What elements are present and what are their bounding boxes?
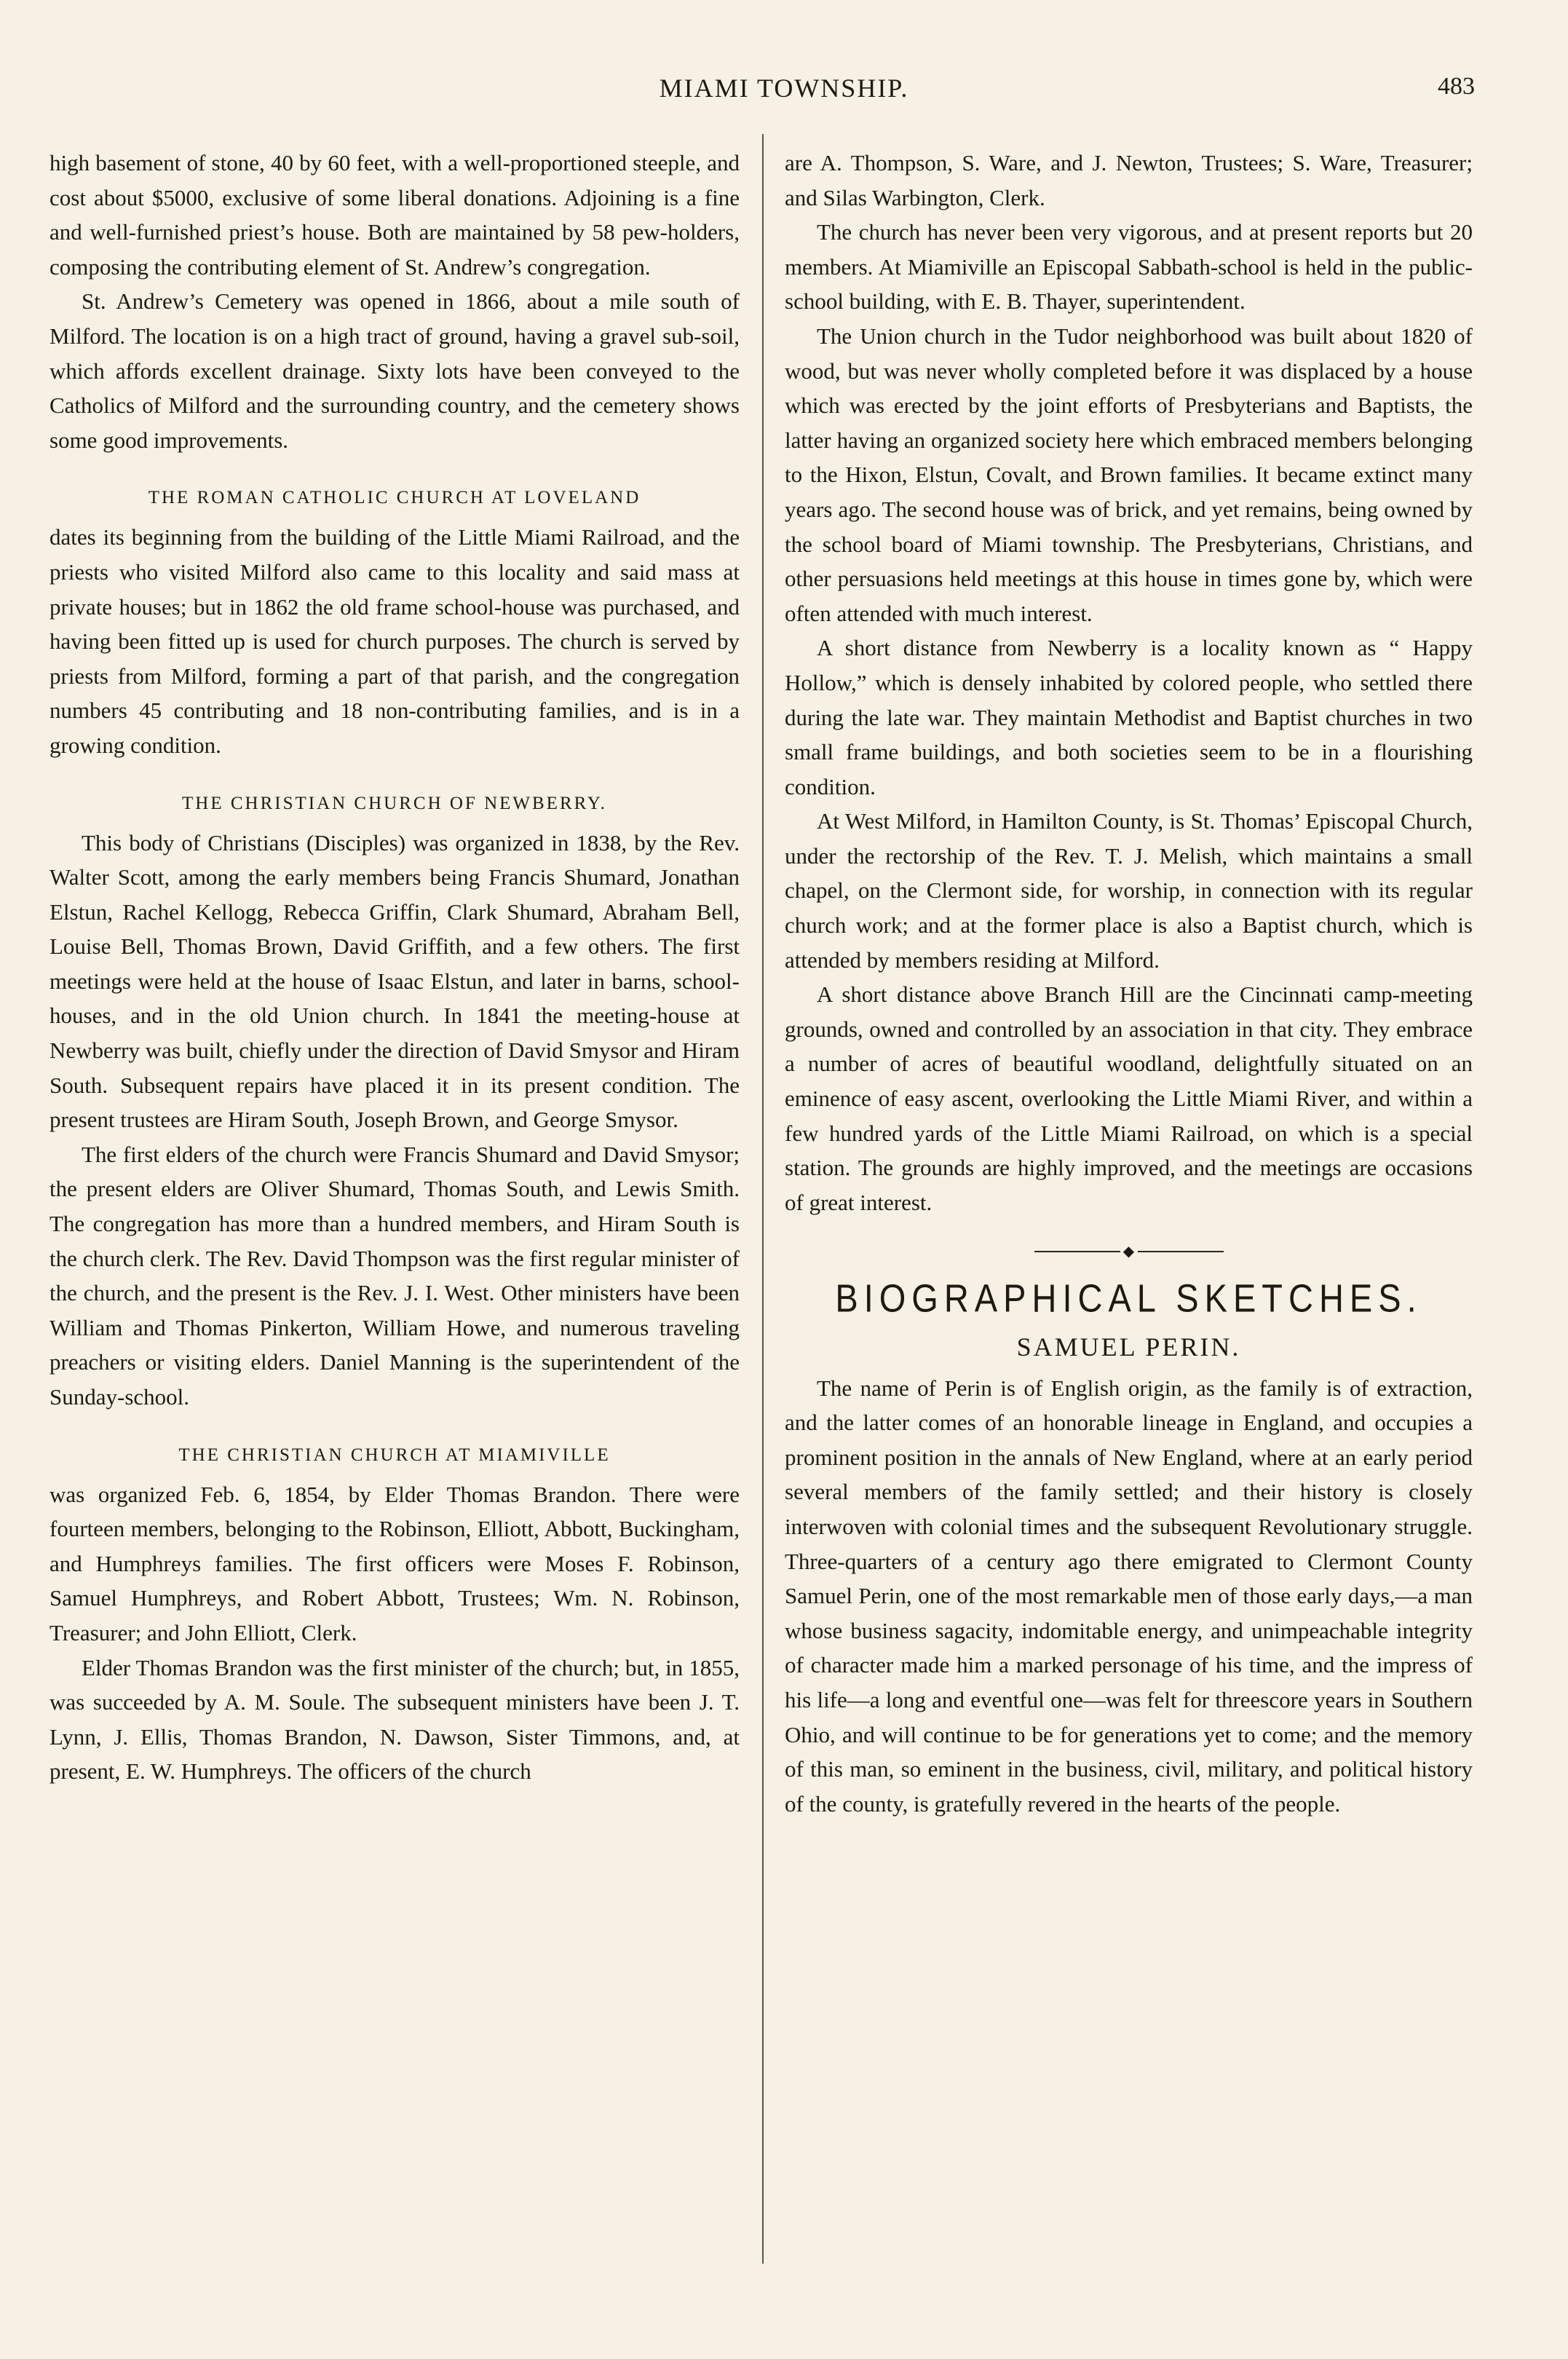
paragraph: are A. Thompson, S. Ware, and J. Newton, Trustees; S. Ware, Treasurer; and Silas Warbington, Clerk. — [785, 150, 1473, 210]
right-column — [785, 146, 1473, 1821]
running-title: MIAMI TOWNSHIP. — [659, 74, 909, 103]
paragraph: A short distance from Newberry is a locality known as “ Happy Hollow,” which is densely inhabited by colored people, who settled there during the late war. They maintain Methodist and Baptist churches in two small frame buildings, and both societies seem to be in a flourishing condition. — [785, 635, 1473, 799]
left-column — [50, 146, 740, 1789]
paragraph: was organized Feb. 6, 1854, by Elder Thomas Brandon. There were fourteen members, belonging to the Robinson, Elliott, Abbott, Buckingham, and Humphreys families. The first officers were Moses F. Robinson, Samuel Humphreys, and Robert Abbott, Trustees; Wm. N. Robinson, Treasurer; and John Elliott, Clerk. — [50, 1481, 740, 1645]
paragraph: The first elders of the church were Francis Shumard and David Smysor; the present elders are Oliver Shumard, Thomas South, and Lewis Smith. The congregation has more than a hundred members, and Hiram South is the church clerk. The Rev. David Thompson was the first regular minister of the church, and the present is the Rev. J. I. West. Other ministers have been William and Thomas Pinkerton, William Howe, and numerous traveling preachers or visiting elders. Daniel Manning is the superintendent of the Sunday-school. — [50, 1141, 740, 1410]
paragraph: At West Milford, in Hamilton County, is St. Thomas’ Episcopal Church, under the rectorship of the Rev. T. J. Melish, which maintains a small chapel, on the Clermont side, for worship, in connection with its regular church work; and at the former place is also a Baptist church, which is attended by members residing at Milford. — [785, 808, 1473, 973]
paragraph: St. Andrew’s Cemetery was opened in 1866, about a mile south of Milford. The location is on a high tract of ground, having a gravel sub-soil, which affords excellent drainage. Sixty lots have been conveyed to the Catholics of Milford and the surrounding country, and the cemetery shows some good improvements. — [50, 288, 740, 453]
column-rule — [762, 134, 764, 2264]
section-heading-loveland: THE ROMAN CATHOLIC CHURCH AT LOVELAND — [148, 488, 641, 508]
ornament-line-right — [1138, 1251, 1224, 1252]
paragraph: Elder Thomas Brandon was the first minister of the church; but, in 1855, was succeeded by A. M. Soule. The subsequent ministers have been J. T. Lynn, J. Ellis, Thomas Brandon, N. Dawson, Sister Timmons, and, at present, E. W. Humphreys. The officers of the church — [50, 1654, 740, 1785]
section-heading-newberry: THE CHRISTIAN CHURCH OF NEWBERRY. — [182, 793, 607, 813]
paragraph: A short distance above Branch Hill are the Cincinnati camp-meeting grounds, owned and controlled by an association in that city. They embrace a number of acres of beautiful woodland, delightfully situated on an eminence of easy ascent, overlooking the Little Miami River, and within a few hundred yards of the Little Miami Railroad, on which is a special station. The grounds are highly improved, and the meetings are occasions of great interest. — [785, 981, 1473, 1215]
ornament-line-left — [1034, 1251, 1120, 1252]
section-heading-miamiville: THE CHRISTIAN CHURCH AT MIAMIVILLE — [178, 1445, 611, 1465]
ornament-icon: ◆ — [1122, 1244, 1135, 1260]
paragraph: dates its beginning from the building of the Little Miami Railroad, and the priests who visited Milford also came to this locality and said mass at private houses; but in 1862 the old frame school-house was purchased, and having been fitted up is used for church purposes. The church is served by priests from Milford, forming a part of that parish, and the congregation numbers 45 contributing and 18 non-contributing families, and is in a growing condition. — [50, 524, 740, 758]
paragraph: The church has never been very vigorous, and at present reports but 20 members. At Miamiville an Episcopal Sabbath-school is held in the public-school building, with E. B. Thayer, superintendent. — [785, 219, 1473, 315]
paragraph: The name of Perin is of English origin, as the family is of extraction, and the latter comes of an honorable lineage in England, and occupies a prominent position in the annals of New England, where at an early period several members of the family settled; and their history is closely interwoven with colonial times and the subsequent Revolutionary struggle. Three-quarters of a century ago there emigrated to Clermont County Samuel Perin, one of the most remarkable men of those early days,—a man whose business sagacity, indomitable energy, and unimpeachable integrity of character made him a marked personage of his time, and the impress of his life—a long and eventful one—was felt for threescore years in Southern Ohio, and will continue to be for generations yet to come; and the memory of this man, so eminent in the business, civil, military, and political history of the county, is gratefully revered in the hearts of the people. — [785, 1375, 1473, 1817]
paragraph: The Union church in the Tudor neighborhood was built about 1820 of wood, but was never wholly completed before it was displaced by a house which was erected by the joint efforts of Presbyterians and Baptists, the latter having an organized society here which embraced members belonging to the Hixon, Elstun, Covalt, and Brown families. It became extinct many years ago. The second house was of brick, and yet remains, being owned by the school board of Miami township. The Presbyterians, Christians, and other persuasions held meetings at this house in times gone by, which were often attended with much interest. — [785, 323, 1473, 626]
samuel-perin-heading: SAMUEL PERIN. — [1016, 1332, 1241, 1362]
paragraph: This body of Christians (Disciples) was organized in 1838, by the Rev. Walter Scott, among the early members being Francis Shumard, Jonathan Elstun, Rachel Kellogg, Rebecca Griffin, Clark Shumard, Abraham Bell, Louise Bell, Thomas Brown, David Griffith, and a few others. The first meetings were held at the house of Isaac Elstun, and later in barns, school-houses, and in the old Union church. In 1841 the meeting-house at Newberry was built, chiefly under the direction of David Smysor and Hiram South. Subsequent repairs have placed it in its present condition. The present trustees are Hiram South, Joseph Brown, and George Smysor. — [50, 829, 740, 1133]
paragraph: high basement of stone, 40 by 60 feet, with a well-proportioned steeple, and cost about $5000, exclusive of some liberal donations. Adjoining is a fine and well-furnished priest’s house. Both are maintained by 58 pew-holders, composing the contributing element of St. Andrew’s congregation. — [50, 150, 740, 280]
ornament-divider — [1034, 1244, 1224, 1259]
page-number: 483 — [1438, 73, 1475, 100]
biographical-sketches-heading: BIOGRAPHICAL SKETCHES. — [835, 1276, 1422, 1321]
